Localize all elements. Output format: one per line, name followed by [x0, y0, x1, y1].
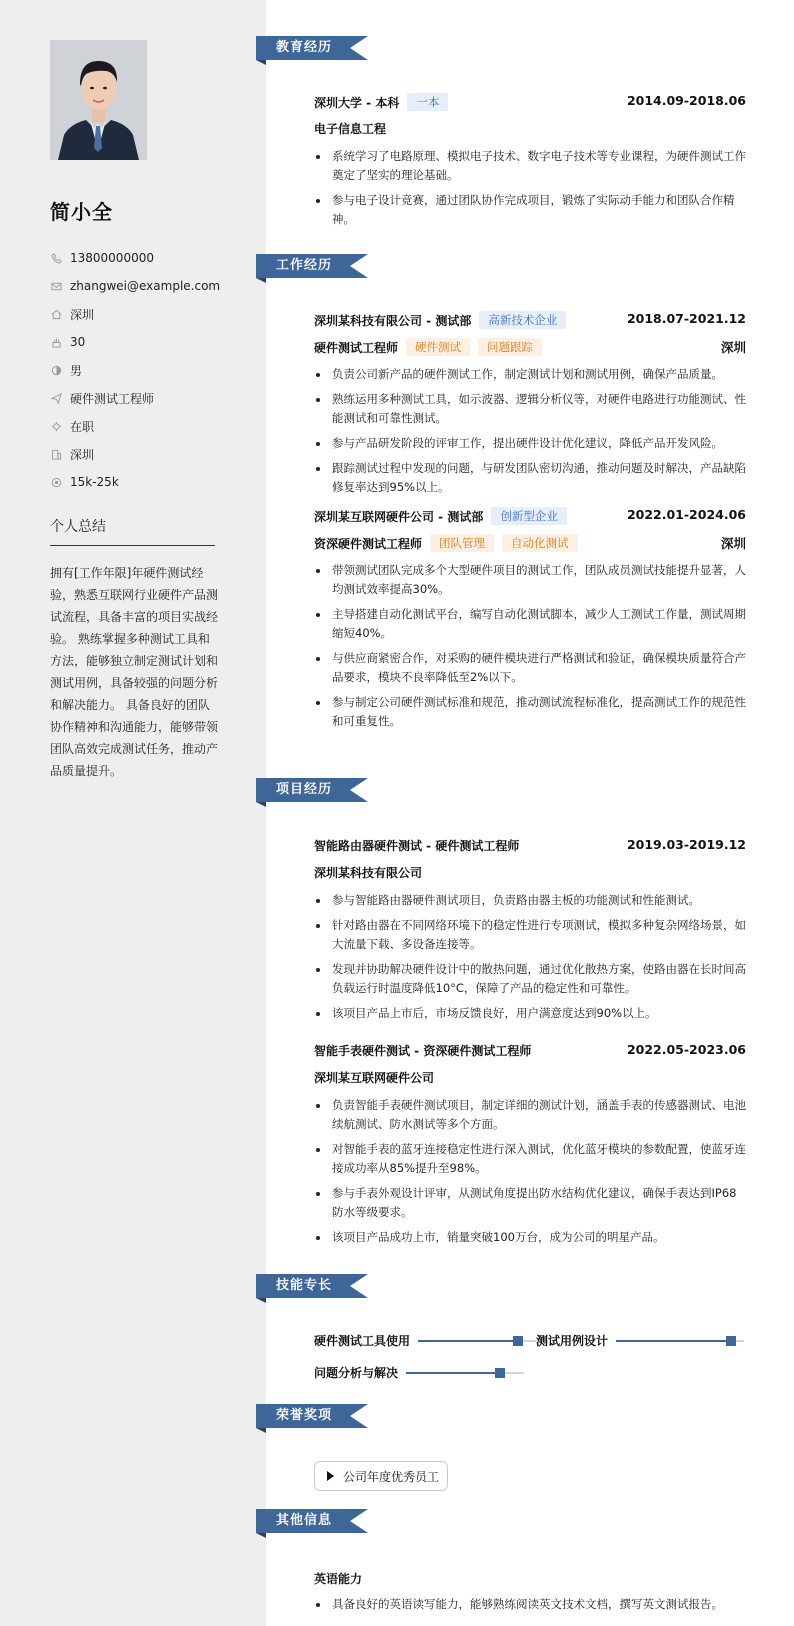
work-role: 硬件测试工程师	[314, 340, 399, 355]
mail-icon	[50, 280, 62, 292]
project-entry-2	[314, 1042, 746, 1253]
list-item: 该项目产品上市后，市场反馈良好，用户满意度达到90%以上。	[314, 1004, 746, 1023]
list-item: 参与制定公司硬件测试标准和规范，推动测试流程标准化，提高测试工作的规范性和可重复性。	[314, 693, 746, 731]
work-company: 深圳某互联网硬件公司 - 测试部	[314, 509, 484, 524]
list-item: 负责智能手表硬件测试项目，制定详细的测试计划，涵盖手表的传感器测试、电池续航测试、防水测试等多个方面。	[314, 1096, 746, 1134]
phone-icon	[50, 252, 62, 264]
contact-salary-text: 15k-25k	[70, 475, 119, 489]
contact-phone	[50, 244, 240, 272]
work-role: 资深硬件测试工程师	[314, 536, 423, 551]
section-title-projects: 项目经历	[276, 782, 333, 797]
contact-status-text: 在职	[70, 419, 95, 434]
contact-phone-text: 13800000000	[70, 251, 154, 265]
work-date: 2022.01-2024.06	[626, 507, 746, 522]
contact-location-text: 深圳	[70, 447, 95, 462]
skill-item	[314, 1332, 536, 1349]
award-item	[314, 1461, 448, 1491]
avatar-photo	[50, 40, 147, 160]
project-company: 深圳某互联网硬件公司	[314, 1071, 435, 1085]
work-tag: 硬件测试	[406, 338, 470, 356]
project-title: 智能手表硬件测试 - 资深硬件测试工程师	[314, 1044, 532, 1058]
list-item: 熟练运用多种测试工具，如示波器、逻辑分析仪等，对硬件电路进行功能测试、性能测试和可靠性测试。	[314, 390, 746, 428]
skill-level-bar	[418, 1336, 536, 1346]
section-header-projects	[256, 778, 368, 806]
list-item: 具备良好的英语读写能力，能够熟练阅读英文技术文档，撰写英文测试报告。	[314, 1595, 746, 1614]
section-title-skills: 技能专长	[276, 1278, 333, 1293]
work-bullets	[314, 561, 746, 731]
list-item: 跟踪测试过程中发现的问题，与研发团队密切沟通，推动问题及时解决，产品缺陷修复率达到95%以上。	[314, 459, 746, 497]
contact-age-text: 30	[70, 335, 86, 349]
contact-gender-text: 男	[70, 363, 83, 378]
other-bullets	[314, 1595, 746, 1614]
contact-email-text: zhangwei@example.com	[70, 279, 221, 293]
play-icon	[327, 1471, 334, 1481]
summary-text: 拥有[工作年限]年硬件测试经验，熟悉互联网行业硬件产品测试流程，具备丰富的项目实战经验。 熟练掌握多种测试工具和方法，能够独立制定测试计划和测试用例，具备较强的问题分析和解决能力。 具备良好的团队协作精神和沟通能力，能够带领团队高效完成测试任务，推动产品质量提升。	[50, 566, 219, 778]
work-tag: 团队管理	[430, 534, 494, 552]
work-entry-2	[314, 507, 746, 737]
list-item: 负责公司新产品的硬件测试工作，制定测试计划和测试用例，确保产品质量。	[314, 365, 746, 384]
other-entry	[314, 1570, 746, 1620]
education-major: 电子信息工程	[314, 122, 387, 136]
project-bullets	[314, 1096, 746, 1247]
contact-list	[50, 244, 240, 496]
contact-status	[50, 412, 240, 440]
education-school: 深圳大学 - 本科	[314, 95, 400, 110]
skill-level-bar	[616, 1336, 744, 1346]
list-item: 发现并协助解决硬件设计中的散热问题，通过优化散热方案，使路由器在长时间高负载运行时温度降低10°C，保障了产品的稳定性和可靠性。	[314, 960, 746, 998]
home-icon	[50, 308, 62, 320]
work-entry-1	[314, 311, 746, 503]
section-header-work	[256, 254, 368, 282]
contact-salary	[50, 468, 240, 496]
work-city: 深圳	[720, 340, 746, 355]
sidebar	[0, 0, 266, 1626]
education-entry	[314, 93, 746, 235]
skill-name: 问题分析与解决	[314, 1366, 399, 1380]
contact-age	[50, 328, 240, 356]
work-tag: 问题跟踪	[478, 338, 542, 356]
list-item: 参与智能路由器硬件测试项目，负责路由器主板的功能测试和性能测试。	[314, 891, 746, 910]
contact-position-text: 硬件测试工程师	[70, 391, 155, 406]
contact-city-text: 深圳	[70, 307, 95, 322]
project-company: 深圳某科技有限公司	[314, 866, 423, 880]
candidate-name: 简小全	[50, 200, 113, 224]
list-item: 针对路由器在不同网络环境下的稳定性进行专项测试，模拟多种复杂网络场景，如大流量下载、多设备连接等。	[314, 916, 746, 954]
section-title-work: 工作经历	[276, 258, 333, 273]
section-header-education	[256, 36, 368, 64]
skill-item	[314, 1364, 524, 1381]
status-icon	[50, 420, 62, 432]
send-icon	[50, 392, 62, 404]
list-item: 带领测试团队完成多个大型硬件项目的测试工作，团队成员测试技能提升显著，人均测试效率提高30%。	[314, 561, 746, 599]
project-entry-1	[314, 837, 746, 1029]
salary-icon	[50, 476, 62, 488]
project-title: 智能路由器硬件测试 - 硬件测试工程师	[314, 839, 520, 853]
work-company: 深圳某科技有限公司 - 测试部	[314, 313, 472, 328]
work-date: 2018.07-2021.12	[626, 311, 746, 326]
list-item: 参与电子设计竞赛，通过团队协作完成项目，锻炼了实际动手能力和团队合作精神。	[314, 191, 746, 229]
project-date: 2019.03-2019.12	[626, 837, 746, 852]
other-title: 英语能力	[314, 1572, 363, 1586]
project-bullets	[314, 891, 746, 1023]
list-item: 该项目产品成功上市，销量突破100万台，成为公司的明星产品。	[314, 1228, 746, 1247]
list-item: 与供应商紧密合作，对采购的硬件模块进行严格测试和验证，确保模块质量符合产品要求，模块不良率降低至2%以下。	[314, 649, 746, 687]
skill-item	[536, 1332, 744, 1349]
contact-gender	[50, 356, 240, 384]
list-item: 参与手表外观设计评审，从测试角度提出防水结构优化建议，确保手表达到IP68防水等级要求。	[314, 1184, 746, 1222]
avatar	[50, 40, 147, 160]
work-bullets	[314, 365, 746, 497]
list-item: 对智能手表的蓝牙连接稳定性进行深入测试，优化蓝牙模块的参数配置，使蓝牙连接成功率从85%提升至98%。	[314, 1140, 746, 1178]
list-item: 主导搭建自动化测试平台，编写自动化测试脚本，减少人工测试工作量，测试周期缩短40%。	[314, 605, 746, 643]
education-bullets	[314, 147, 746, 229]
gender-icon	[50, 364, 62, 376]
project-date: 2022.05-2023.06	[626, 1042, 746, 1057]
skill-name: 硬件测试工具使用	[314, 1334, 411, 1348]
contact-city	[50, 300, 240, 328]
main-content	[266, 0, 794, 1626]
section-title-other: 其他信息	[276, 1513, 333, 1528]
section-header-awards	[256, 1404, 368, 1432]
section-title-education: 教育经历	[276, 40, 333, 55]
award-label: 公司年度优秀员工	[343, 1469, 440, 1484]
cake-icon	[50, 336, 62, 348]
list-item: 参与产品研发阶段的评审工作，提出硬件设计优化建议，降低产品开发风险。	[314, 434, 746, 453]
work-company-badge: 创新型企业	[491, 507, 567, 525]
skill-name: 测试用例设计	[536, 1334, 609, 1348]
section-header-skills	[256, 1274, 368, 1302]
education-badge: 一本	[407, 93, 448, 111]
list-item: 系统学习了电路原理、模拟电子技术、数字电子技术等专业课程，为硬件测试工作奠定了坚实的理论基础。	[314, 147, 746, 185]
skill-level-bar	[406, 1368, 524, 1378]
summary-title: 个人总结	[50, 516, 215, 546]
building-icon	[50, 448, 62, 460]
section-title-awards: 荣誉奖项	[276, 1408, 333, 1423]
work-company-badge: 高新技术企业	[479, 311, 566, 329]
contact-email	[50, 272, 240, 300]
contact-location	[50, 440, 240, 468]
work-city: 深圳	[720, 536, 746, 551]
work-tag: 自动化测试	[502, 534, 578, 552]
section-header-other	[256, 1509, 368, 1537]
education-date: 2014.09-2018.06	[626, 93, 746, 108]
contact-position	[50, 384, 240, 412]
